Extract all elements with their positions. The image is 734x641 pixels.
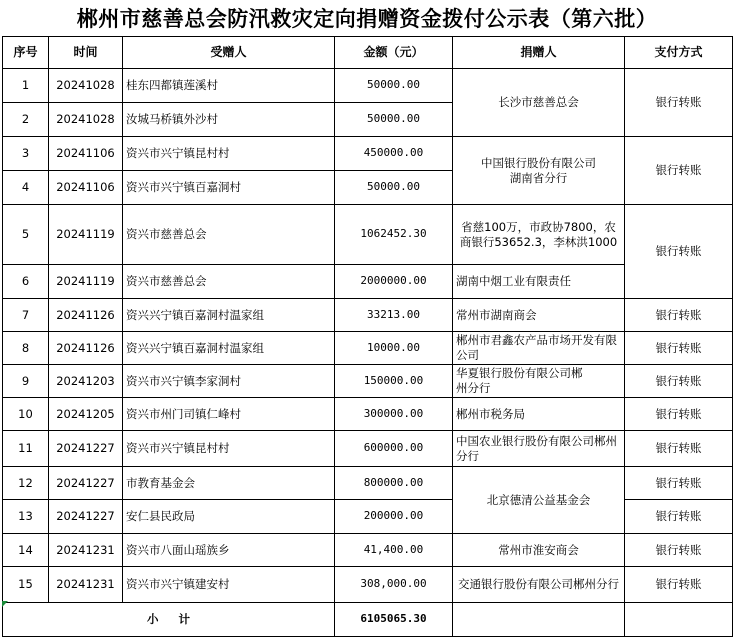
date-cell: 20241126 — [49, 332, 123, 365]
seq-cell: 1 — [3, 69, 49, 103]
donor-cell: 常州市淮安商会 — [453, 534, 625, 567]
donor-cell: 北京德清公益基金会 — [453, 467, 625, 534]
amount-cell: 450000.00 — [335, 137, 453, 171]
donor-cell: 郴州市税务局 — [453, 398, 625, 431]
payment-cell: 银行转账 — [625, 205, 733, 299]
payment-cell: 银行转账 — [625, 534, 733, 567]
table-row — [3, 332, 733, 365]
table-row — [3, 205, 733, 265]
recipient-cell: 资兴市兴宁镇百嘉洞村 — [123, 171, 335, 205]
total-row — [3, 603, 733, 637]
amount-cell: 41,400.00 — [335, 534, 453, 567]
recipient-cell: 汝城马桥镇外沙村 — [123, 103, 335, 137]
donor-cell: 中国农业银行股份有限公司郴州分行 — [453, 431, 625, 467]
donor-cell: 常州市湖南商会 — [453, 299, 625, 332]
date-cell: 20241106 — [49, 171, 123, 205]
header-recipient: 受赠人 — [123, 37, 335, 69]
donor-cell: 华夏银行股份有限公司郴州分行 — [453, 365, 625, 398]
payment-cell: 银行转账 — [625, 69, 733, 137]
date-cell: 20241203 — [49, 365, 123, 398]
amount-cell: 50000.00 — [335, 103, 453, 137]
seq-cell: 9 — [3, 365, 49, 398]
seq-cell: 12 — [3, 467, 49, 500]
header-donor: 捐赠人 — [453, 37, 625, 69]
donor-cell: 省慈100万，市政协7800，农商银行53652.3，李林洪1000 — [453, 205, 625, 265]
recipient-cell: 资兴兴宁镇百嘉洞村温家组 — [123, 299, 335, 332]
recipient-cell: 资兴市八面山瑶族乡 — [123, 534, 335, 567]
payment-cell: 银行转账 — [625, 299, 733, 332]
seq-cell: 8 — [3, 332, 49, 365]
payment-cell: 银行转账 — [625, 398, 733, 431]
date-cell: 20241126 — [49, 299, 123, 332]
donor-cell: 郴州市君鑫农产品市场开发有限公司 — [453, 332, 625, 365]
seq-cell: 2 — [3, 103, 49, 137]
seq-cell: 7 — [3, 299, 49, 332]
total-amount: 6105065.30 — [335, 603, 453, 637]
page-title: 郴州市慈善总会防汛救灾定向捐赠资金拨付公示表（第六批） — [76, 6, 658, 31]
amount-cell: 50000.00 — [335, 171, 453, 205]
amount-cell: 50000.00 — [335, 69, 453, 103]
payment-cell: 银行转账 — [625, 567, 733, 603]
total-label: 小 计 — [3, 603, 335, 637]
date-cell: 20241119 — [49, 265, 123, 299]
date-cell: 20241231 — [49, 567, 123, 603]
recipient-cell: 资兴市慈善总会 — [123, 265, 335, 299]
seq-cell: 10 — [3, 398, 49, 431]
amount-cell: 300000.00 — [335, 398, 453, 431]
cell-marker — [2, 601, 8, 607]
total-payment-empty — [625, 603, 733, 637]
date-cell: 20241028 — [49, 103, 123, 137]
seq-cell: 6 — [3, 265, 49, 299]
amount-cell: 2000000.00 — [335, 265, 453, 299]
seq-cell: 5 — [3, 205, 49, 265]
amount-cell: 150000.00 — [335, 365, 453, 398]
seq-cell: 3 — [3, 137, 49, 171]
total-donor-empty — [453, 603, 625, 637]
table-row — [3, 467, 733, 500]
recipient-cell: 资兴兴宁镇百嘉洞村温家组 — [123, 332, 335, 365]
table-row — [3, 365, 733, 398]
donor-cell: 中国银行股份有限公司湖南省分行 — [453, 137, 625, 205]
date-cell: 20241205 — [49, 398, 123, 431]
header-date: 时间 — [49, 37, 123, 69]
recipient-cell: 资兴市慈善总会 — [123, 205, 335, 265]
payment-cell: 银行转账 — [625, 431, 733, 467]
recipient-cell: 桂东四都镇莲溪村 — [123, 69, 335, 103]
table-row — [3, 398, 733, 431]
table-row — [3, 299, 733, 332]
date-cell: 20241231 — [49, 534, 123, 567]
recipient-cell: 资兴市兴宁镇李家洞村 — [123, 365, 335, 398]
date-cell: 20241119 — [49, 205, 123, 265]
table-row — [3, 137, 733, 171]
recipient-cell: 资兴市兴宁镇昆村村 — [123, 431, 335, 467]
donor-cell: 交通银行股份有限公司郴州分行 — [453, 567, 625, 603]
recipient-cell: 资兴市兴宁镇建安村 — [123, 567, 335, 603]
table-row — [3, 567, 733, 603]
payment-cell: 银行转账 — [625, 365, 733, 398]
payment-cell: 银行转账 — [625, 137, 733, 205]
amount-cell: 308,000.00 — [335, 567, 453, 603]
seq-cell: 15 — [3, 567, 49, 603]
table-row — [3, 431, 733, 467]
header-payment: 支付方式 — [625, 37, 733, 69]
recipient-cell: 资兴市州门司镇仁峰村 — [123, 398, 335, 431]
amount-cell: 33213.00 — [335, 299, 453, 332]
recipient-cell: 安仁县民政局 — [123, 500, 335, 534]
seq-cell: 13 — [3, 500, 49, 534]
amount-cell: 200000.00 — [335, 500, 453, 534]
recipient-cell: 市教育基金会 — [123, 467, 335, 500]
date-cell: 20241227 — [49, 467, 123, 500]
amount-cell: 600000.00 — [335, 431, 453, 467]
date-cell: 20241227 — [49, 431, 123, 467]
amount-cell: 800000.00 — [335, 467, 453, 500]
recipient-cell: 资兴市兴宁镇昆村村 — [123, 137, 335, 171]
payment-cell: 银行转账 — [625, 332, 733, 365]
date-cell: 20241227 — [49, 500, 123, 534]
donor-cell: 长沙市慈善总会 — [453, 69, 625, 137]
header-amount: 金额（元） — [335, 37, 453, 69]
amount-cell: 1062452.30 — [335, 205, 453, 265]
header-row — [3, 37, 733, 69]
date-cell: 20241028 — [49, 69, 123, 103]
amount-cell: 10000.00 — [335, 332, 453, 365]
donor-cell: 湖南中烟工业有限责任 — [453, 265, 625, 299]
seq-cell: 4 — [3, 171, 49, 205]
payment-cell: 银行转账 — [625, 500, 733, 534]
table-row — [3, 69, 733, 103]
table-row — [3, 265, 733, 299]
donation-table — [2, 36, 733, 637]
seq-cell: 14 — [3, 534, 49, 567]
payment-cell: 银行转账 — [625, 467, 733, 500]
table-row — [3, 534, 733, 567]
seq-cell: 11 — [3, 431, 49, 467]
header-seq: 序号 — [3, 37, 49, 69]
date-cell: 20241106 — [49, 137, 123, 171]
